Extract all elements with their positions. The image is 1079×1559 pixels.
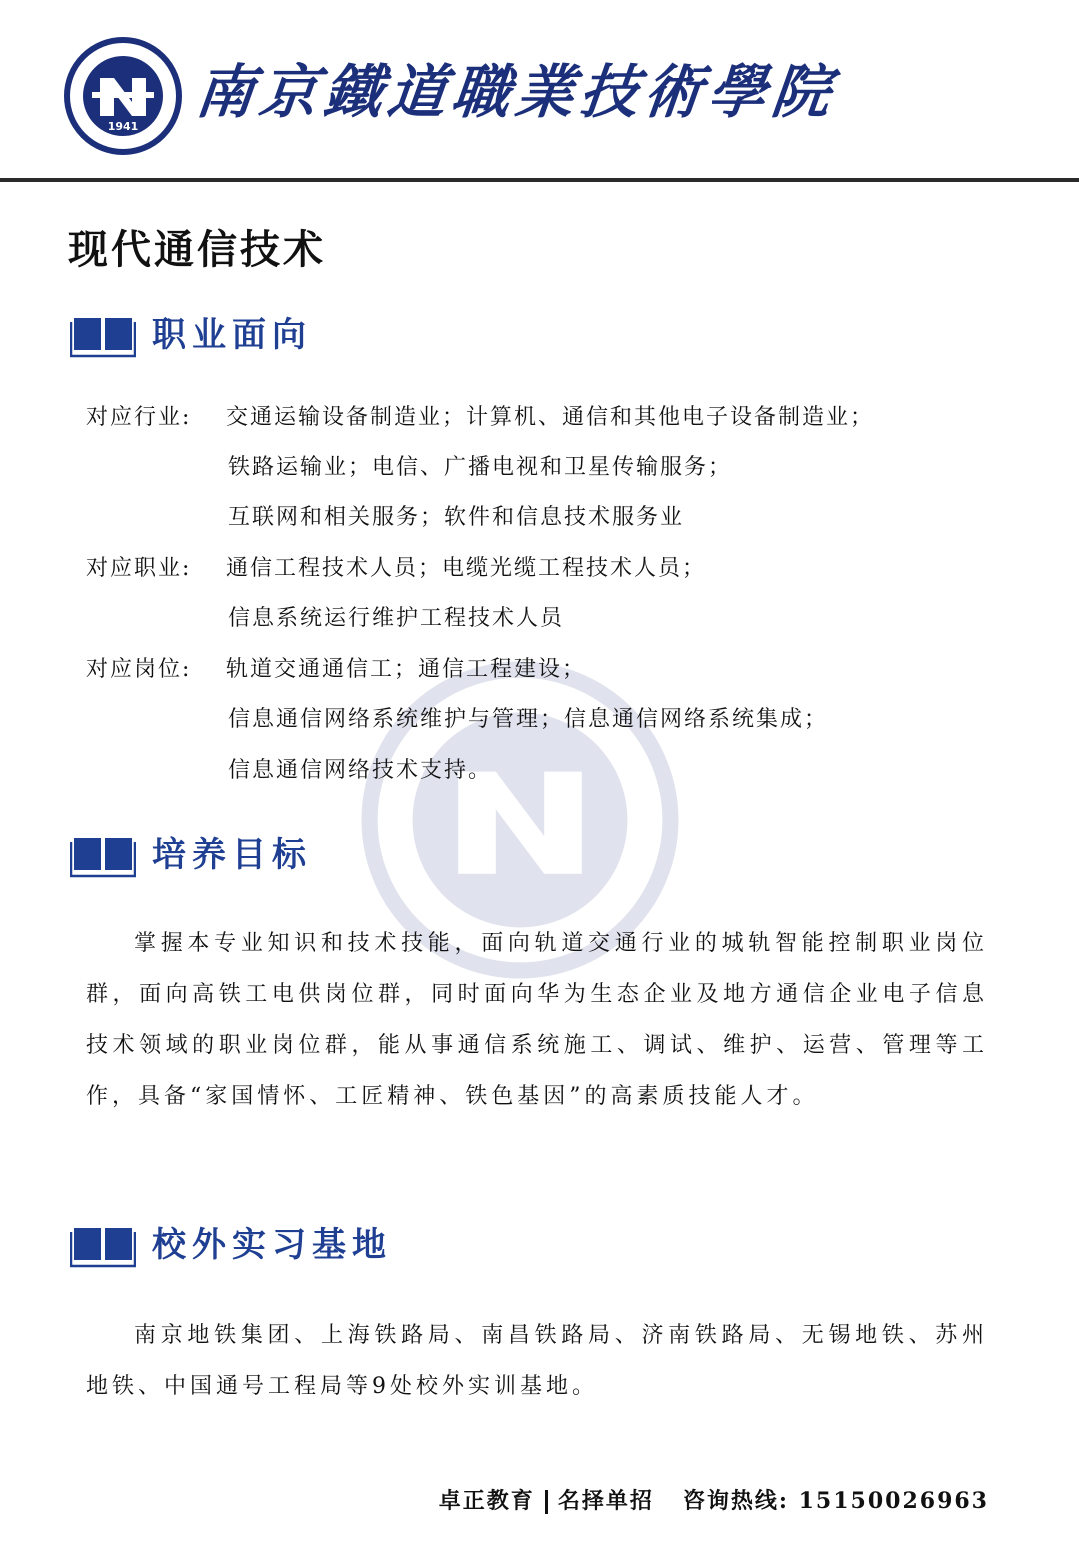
row-line: 信息通信网络系统维护与管理；信息通信网络系统集成； [228, 707, 829, 732]
section-title: 校外实习基地 [152, 1225, 392, 1265]
school-logo [56, 36, 190, 156]
row-line: 交通运输设备制造业；计算机、通信和其他电子设备制造业； [226, 405, 875, 430]
svg-text:1941: 1941 [107, 120, 139, 133]
row-line: 信息系统运行维护工程技术人员 [228, 606, 565, 631]
career-row-position [86, 645, 586, 695]
header-divider [0, 178, 1079, 182]
footer-slogan: 名择单招 [557, 1488, 654, 1514]
row-line: 互联网和相关服务；软件和信息技术服务业 [228, 505, 685, 530]
page-title: 现代通信技术 [68, 226, 326, 273]
career-row-industry [86, 393, 874, 443]
hotline-number[interactable]: 15150026963 [798, 1488, 989, 1514]
row-line: 信息通信网络技术支持。 [228, 758, 493, 783]
book-icon [70, 832, 136, 878]
row-label: 对应行业: [86, 405, 192, 430]
section-title: 职业面向 [152, 315, 312, 355]
book-icon [70, 312, 136, 358]
row-line: 通信工程技术人员；电缆光缆工程技术人员； [226, 556, 707, 581]
row-line: 轨道交通通信工；通信工程建设； [226, 657, 587, 682]
hotline-label: 咨询热线: [682, 1488, 789, 1514]
base-paragraph: 南京地铁集团、上海铁路局、南昌铁路局、济南铁路局、无锡地铁、苏州地铁、中国通号工程局等9处校外实训基地。 [86, 1323, 988, 1399]
school-name: 南京鐵道職業技術學院 [192, 58, 840, 126]
header [0, 0, 1079, 185]
footer-brand: 卓正教育 [438, 1488, 535, 1514]
goal-paragraph: 掌握本专业知识和技术技能，面向轨道交通行业的城轨智能控制职业岗位群，面向高铁工电供岗位群，同时面向华为生态企业及地方通信企业电子信息技术领域的职业岗位群，能从事通信系统施工、调试、维护、运营、管理等工作，具备“家国情怀、工匠精神、铁色基因”的高素质技能人才。 [86, 931, 988, 1109]
career-row-occupation [86, 544, 706, 594]
section-title: 培养目标 [152, 835, 312, 875]
footer-separator [545, 1490, 548, 1514]
footer [439, 1484, 989, 1515]
book-icon [70, 1222, 136, 1268]
row-label: 对应岗位: [86, 657, 192, 682]
row-line: 铁路运输业；电信、广播电视和卫星传输服务； [228, 455, 733, 480]
row-label: 对应职业: [86, 556, 192, 581]
